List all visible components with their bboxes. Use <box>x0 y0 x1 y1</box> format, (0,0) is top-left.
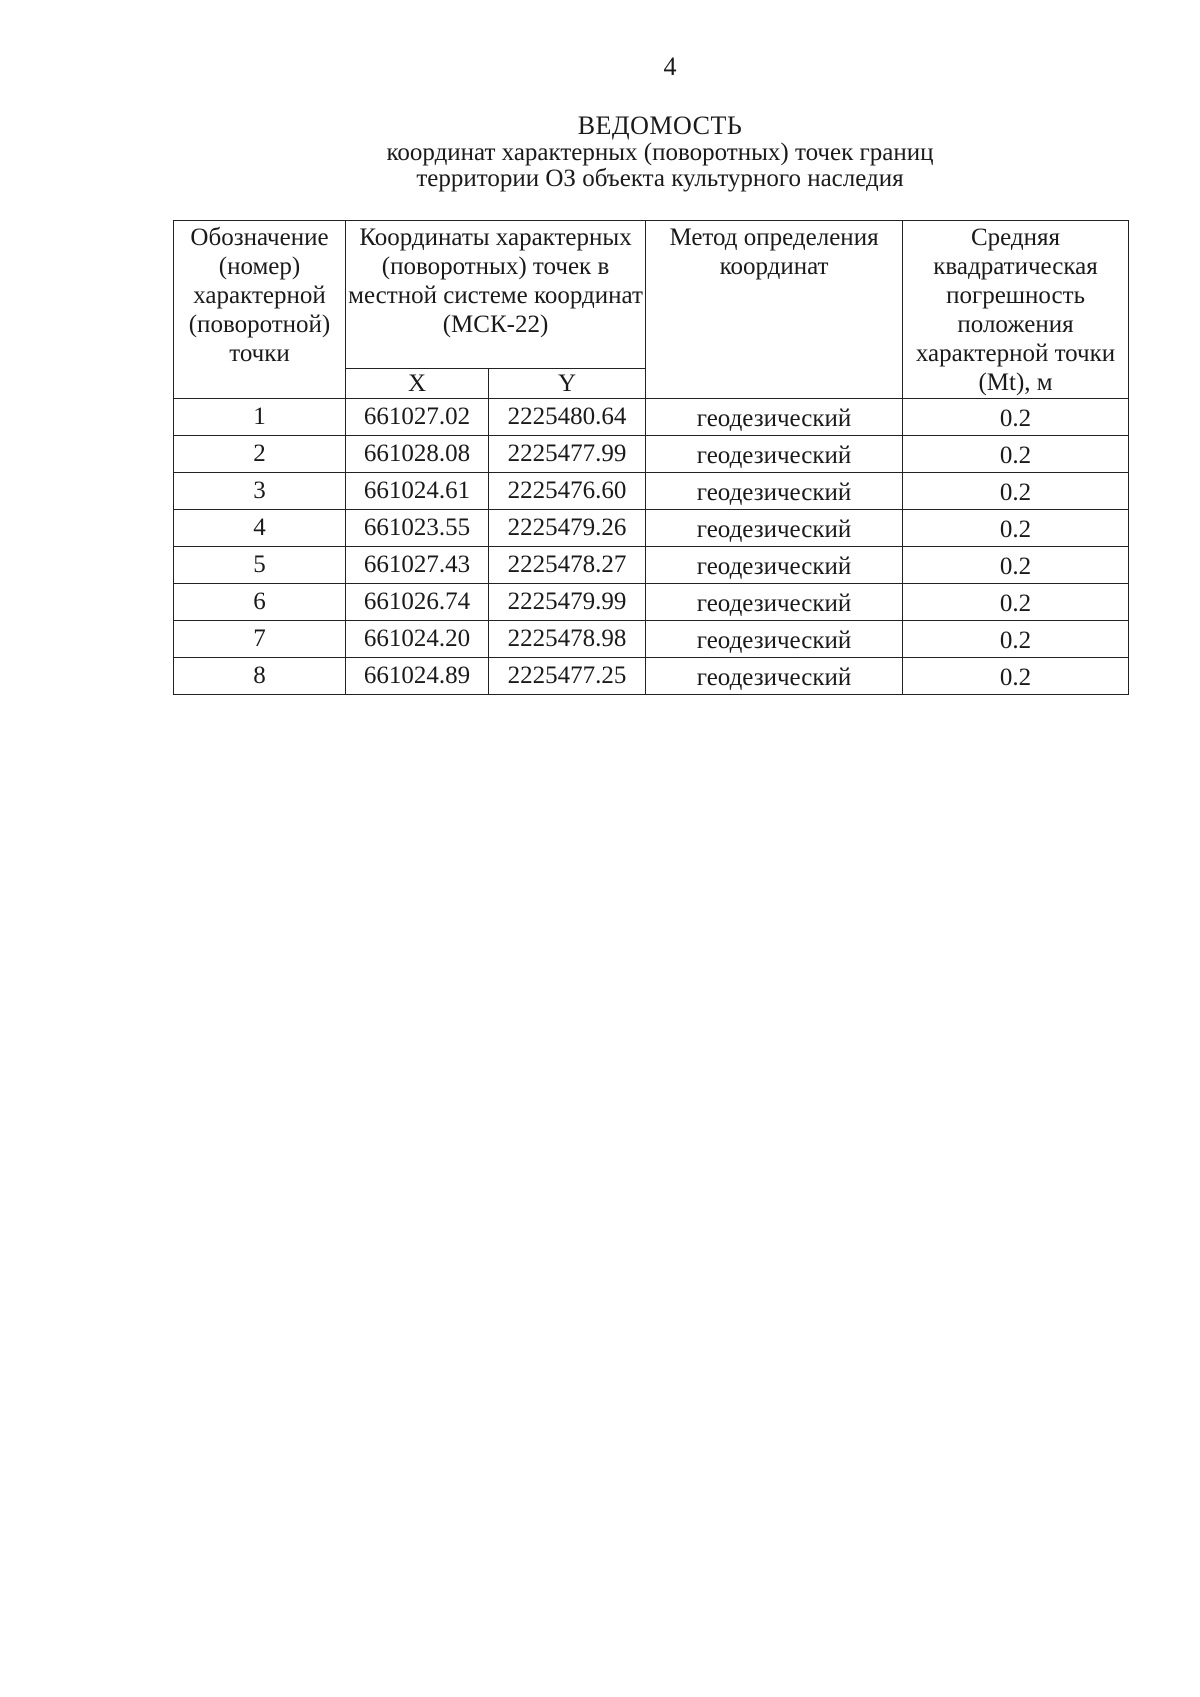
table-row <box>174 436 1129 473</box>
cell-method: геодезический <box>646 473 903 510</box>
cell-error: 0.2 <box>903 584 1129 621</box>
cell-point-number: 1 <box>174 399 346 436</box>
cell-method: геодезический <box>646 399 903 436</box>
cell-point-number: 5 <box>174 547 346 584</box>
cell-error: 0.2 <box>903 621 1129 658</box>
header-x: X <box>346 369 489 399</box>
cell-x: 661027.43 <box>346 547 489 584</box>
cell-error: 0.2 <box>903 399 1129 436</box>
cell-y: 2225477.99 <box>489 436 646 473</box>
header-row <box>174 221 1129 369</box>
header-coordinates: Координаты характерных (поворотных) точек в местной системе координат (МСК-22) <box>346 221 646 369</box>
cell-y: 2225479.99 <box>489 584 646 621</box>
table-row <box>174 473 1129 510</box>
cell-point-number: 4 <box>174 510 346 547</box>
table-row <box>174 510 1129 547</box>
cell-method: геодезический <box>646 436 903 473</box>
header-point: Обозначение (номер) характерной (поворотной) точки <box>174 221 346 399</box>
table-row <box>174 621 1129 658</box>
cell-error: 0.2 <box>903 473 1129 510</box>
cell-method: геодезический <box>646 547 903 584</box>
cell-method: геодезический <box>646 584 903 621</box>
cell-y: 2225478.27 <box>489 547 646 584</box>
table-row <box>174 399 1129 436</box>
cell-y: 2225476.60 <box>489 473 646 510</box>
cell-x: 661024.61 <box>346 473 489 510</box>
cell-point-number: 3 <box>174 473 346 510</box>
cell-error: 0.2 <box>903 547 1129 584</box>
cell-x: 661028.08 <box>346 436 489 473</box>
cell-method: геодезический <box>646 658 903 695</box>
header-y: Y <box>489 369 646 399</box>
cell-y: 2225480.64 <box>489 399 646 436</box>
header-method: Метод определения координат <box>646 221 903 399</box>
table-row <box>174 584 1129 621</box>
cell-x: 661027.02 <box>346 399 489 436</box>
document-subtitle-line-2: территории ОЗ объекта культурного наследия <box>416 165 904 192</box>
header-error: Средняя квадратическая погрешность положения характерной точки (Mt), м <box>903 221 1129 399</box>
cell-x: 661024.20 <box>346 621 489 658</box>
cell-x: 661026.74 <box>346 584 489 621</box>
title-block <box>330 112 990 192</box>
cell-y: 2225478.98 <box>489 621 646 658</box>
cell-y: 2225479.26 <box>489 510 646 547</box>
cell-point-number: 8 <box>174 658 346 695</box>
cell-error: 0.2 <box>903 658 1129 695</box>
table-row <box>174 658 1129 695</box>
document-title: ВЕДОМОСТЬ <box>577 111 743 140</box>
cell-method: геодезический <box>646 621 903 658</box>
cell-x: 661024.89 <box>346 658 489 695</box>
document-subtitle-line-1: координат характерных (поворотных) точек границ <box>386 139 934 166</box>
cell-point-number: 6 <box>174 584 346 621</box>
cell-x: 661023.55 <box>346 510 489 547</box>
cell-y: 2225477.25 <box>489 658 646 695</box>
cell-point-number: 7 <box>174 621 346 658</box>
coordinates-table <box>173 220 1129 695</box>
cell-error: 0.2 <box>903 510 1129 547</box>
table-row <box>174 547 1129 584</box>
page-number: 4 <box>663 52 677 81</box>
cell-point-number: 2 <box>174 436 346 473</box>
cell-method: геодезический <box>646 510 903 547</box>
cell-error: 0.2 <box>903 436 1129 473</box>
